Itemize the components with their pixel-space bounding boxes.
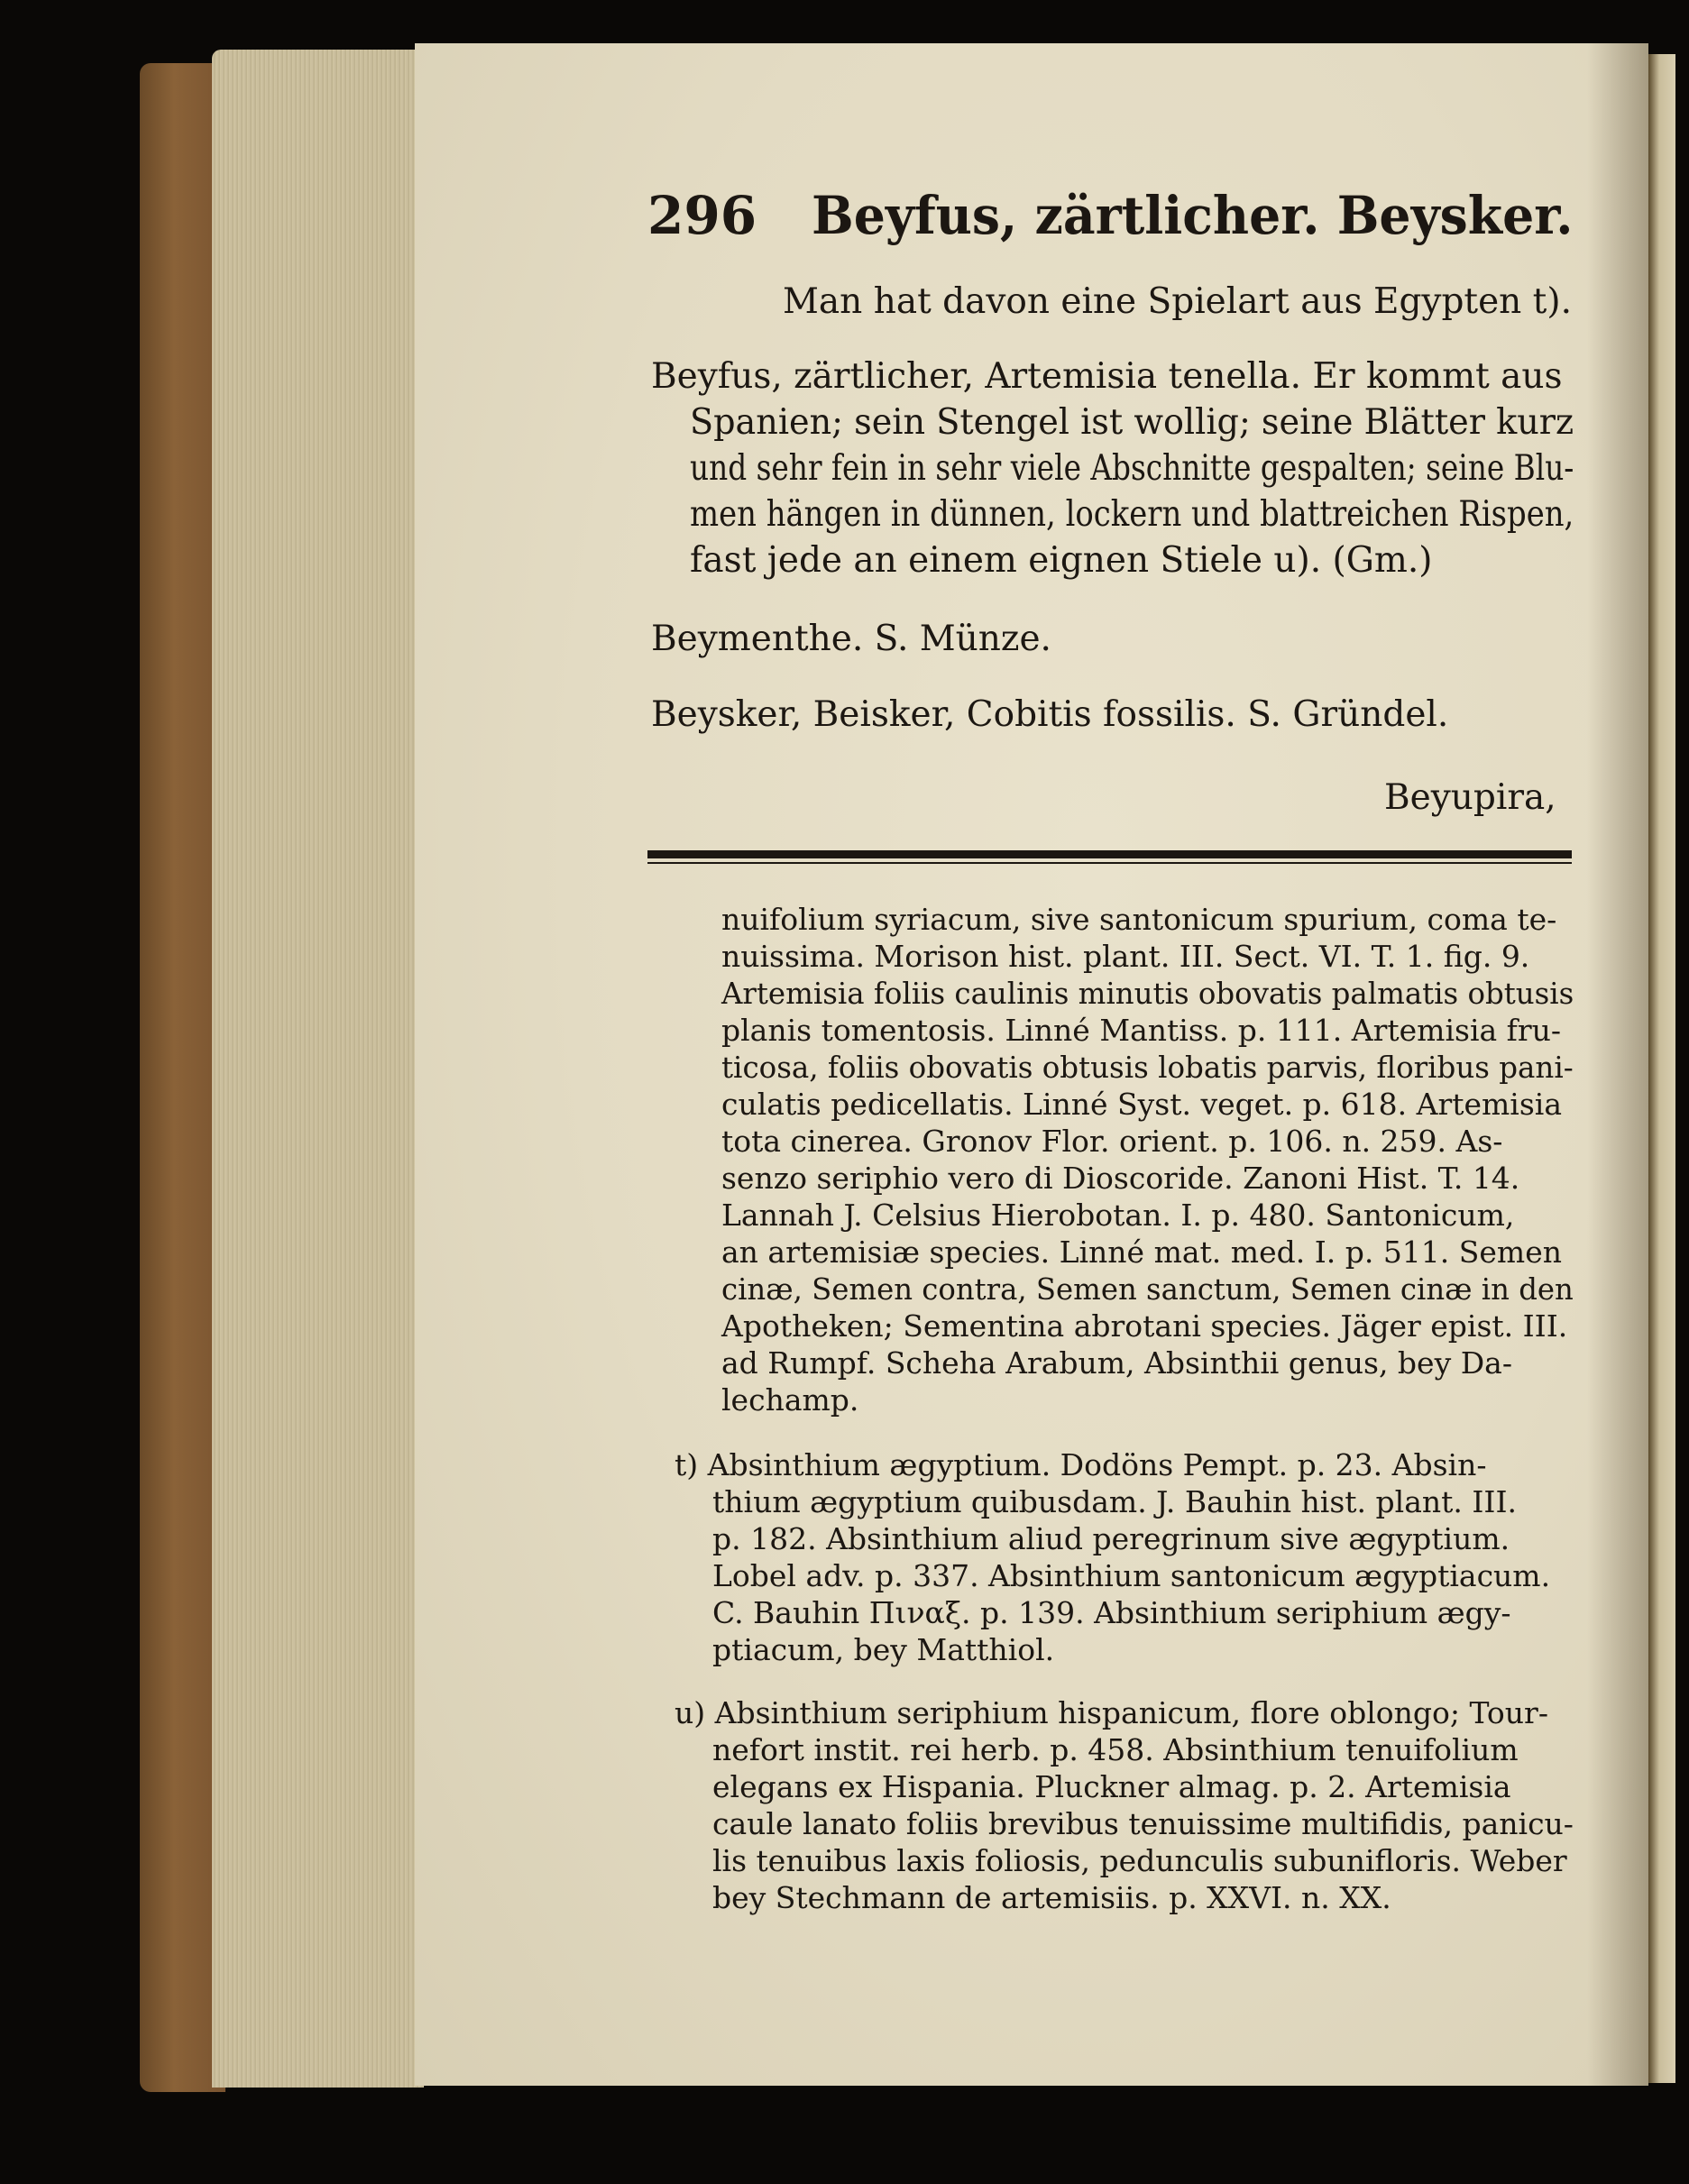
footnote-line: culatis pedicellatis. Linné Syst. veget. p. 618. Artemisia: [721, 1087, 1563, 1122]
footnote-line: cinæ, Semen contra, Semen sanctum, Semen cinæ in den: [721, 1271, 1574, 1307]
footnote-line: lis tenuibus laxis foliosis, pedunculis subunifloris. Weber: [712, 1843, 1567, 1878]
entry-heading-line: Beymenthe. S. Münze.: [651, 619, 1051, 659]
footnote-divider-thin: [647, 862, 1572, 864]
footnote-line: Lobel adv. p. 337. Absinthium santonicum ægyptiacum.: [712, 1558, 1551, 1593]
page-block-edges: [212, 50, 424, 2088]
footnote-line: thium ægyptium quibusdam. J. Bauhin hist. plant. III.: [712, 1484, 1517, 1519]
footnote-line: ad Rumpf. Scheha Arabum, Absinthii genus, bey Da-: [721, 1345, 1512, 1381]
entry-heading-line: Beyfus, zärtlicher, Artemisia tenella. Er kommt aus: [651, 356, 1563, 397]
text-line: und sehr fein in sehr viele Abschnitte gespalten; seine Blu-: [690, 448, 1574, 489]
footnote-line: Apotheken; Sementina abrotani species. Jäger epist. III.: [721, 1308, 1568, 1344]
gutter-shadow: [1587, 43, 1648, 2086]
text-line: Man hat davon eine Spielart aus Egypten t).: [783, 281, 1572, 322]
footnote-t-line: t) Absinthium ægyptium. Dodöns Pempt. p. 23. Absin-: [675, 1447, 1487, 1482]
catchword: Beyupira,: [1384, 777, 1556, 818]
footnote-line: bey Stechmann de artemisiis. p. XXVI. n. XX.: [712, 1880, 1391, 1915]
footnote-line: lechamp.: [721, 1382, 859, 1418]
facing-page-edge: [1648, 54, 1675, 2083]
text-line: men hängen in dünnen, lockern und blattreichen Rispen,: [690, 494, 1574, 535]
footnote-line: C. Bauhin Πιναξ. p. 139. Absinthium seriphium ægy-: [712, 1595, 1511, 1630]
footnote-line: nuifolium syriacum, sive santonicum spurium, coma te-: [721, 902, 1557, 937]
text-line: Spanien; sein Stengel ist wollig; seine Blätter kurz: [690, 402, 1574, 443]
footnote-line: p. 182. Absinthium aliud peregrinum sive ægyptium.: [712, 1521, 1510, 1556]
footnote-line: Lannah J. Celsius Hierobotan. I. p. 480. Santonicum,: [721, 1198, 1515, 1233]
footnote-line: elegans ex Hispania. Pluckner almag. p. 2. Artemisia: [712, 1769, 1511, 1804]
page-number: 296: [647, 185, 757, 246]
text-line: fast jede an einem eignen Stiele u). (Gm.): [690, 540, 1433, 581]
footnote-line: nuissima. Morison hist. plant. III. Sect. VI. T. 1. fig. 9.: [721, 939, 1530, 974]
footnote-line: nefort instit. rei herb. p. 458. Absinthium tenuifolium: [712, 1732, 1519, 1767]
footnote-line: planis tomentosis. Linné Mantiss. p. 111. Artemisia fru-: [721, 1013, 1562, 1048]
footnote-divider: [647, 850, 1572, 858]
entry-heading-line: Beysker, Beisker, Cobitis fossilis. S. Gründel.: [651, 694, 1449, 735]
footnote-line: tota cinerea. Gronov Flor. orient. p. 106. n. 259. As-: [721, 1124, 1503, 1159]
footnote-u-line: u) Absinthium seriphium hispanicum, flore oblongo; Tour-: [675, 1695, 1548, 1730]
footnote-line: ticosa, foliis obovatis obtusis lobatis parvis, floribus pani-: [721, 1050, 1574, 1085]
footnote-line: caule lanato foliis brevibus tenuissime multifidis, panicu-: [712, 1806, 1574, 1841]
footnote-line: an artemisiæ species. Linné mat. med. I. p. 511. Semen: [721, 1234, 1562, 1270]
footnote-line: Artemisia foliis caulinis minutis obovatis palmatis obtusis: [721, 976, 1574, 1011]
footnote-line: ptiacum, bey Matthiol.: [712, 1632, 1055, 1667]
running-title: Beyfus, zärtlicher. Beysker.: [812, 185, 1574, 246]
footnote-line: senzo seriphio vero di Dioscoride. Zanoni Hist. T. 14.: [721, 1161, 1520, 1196]
